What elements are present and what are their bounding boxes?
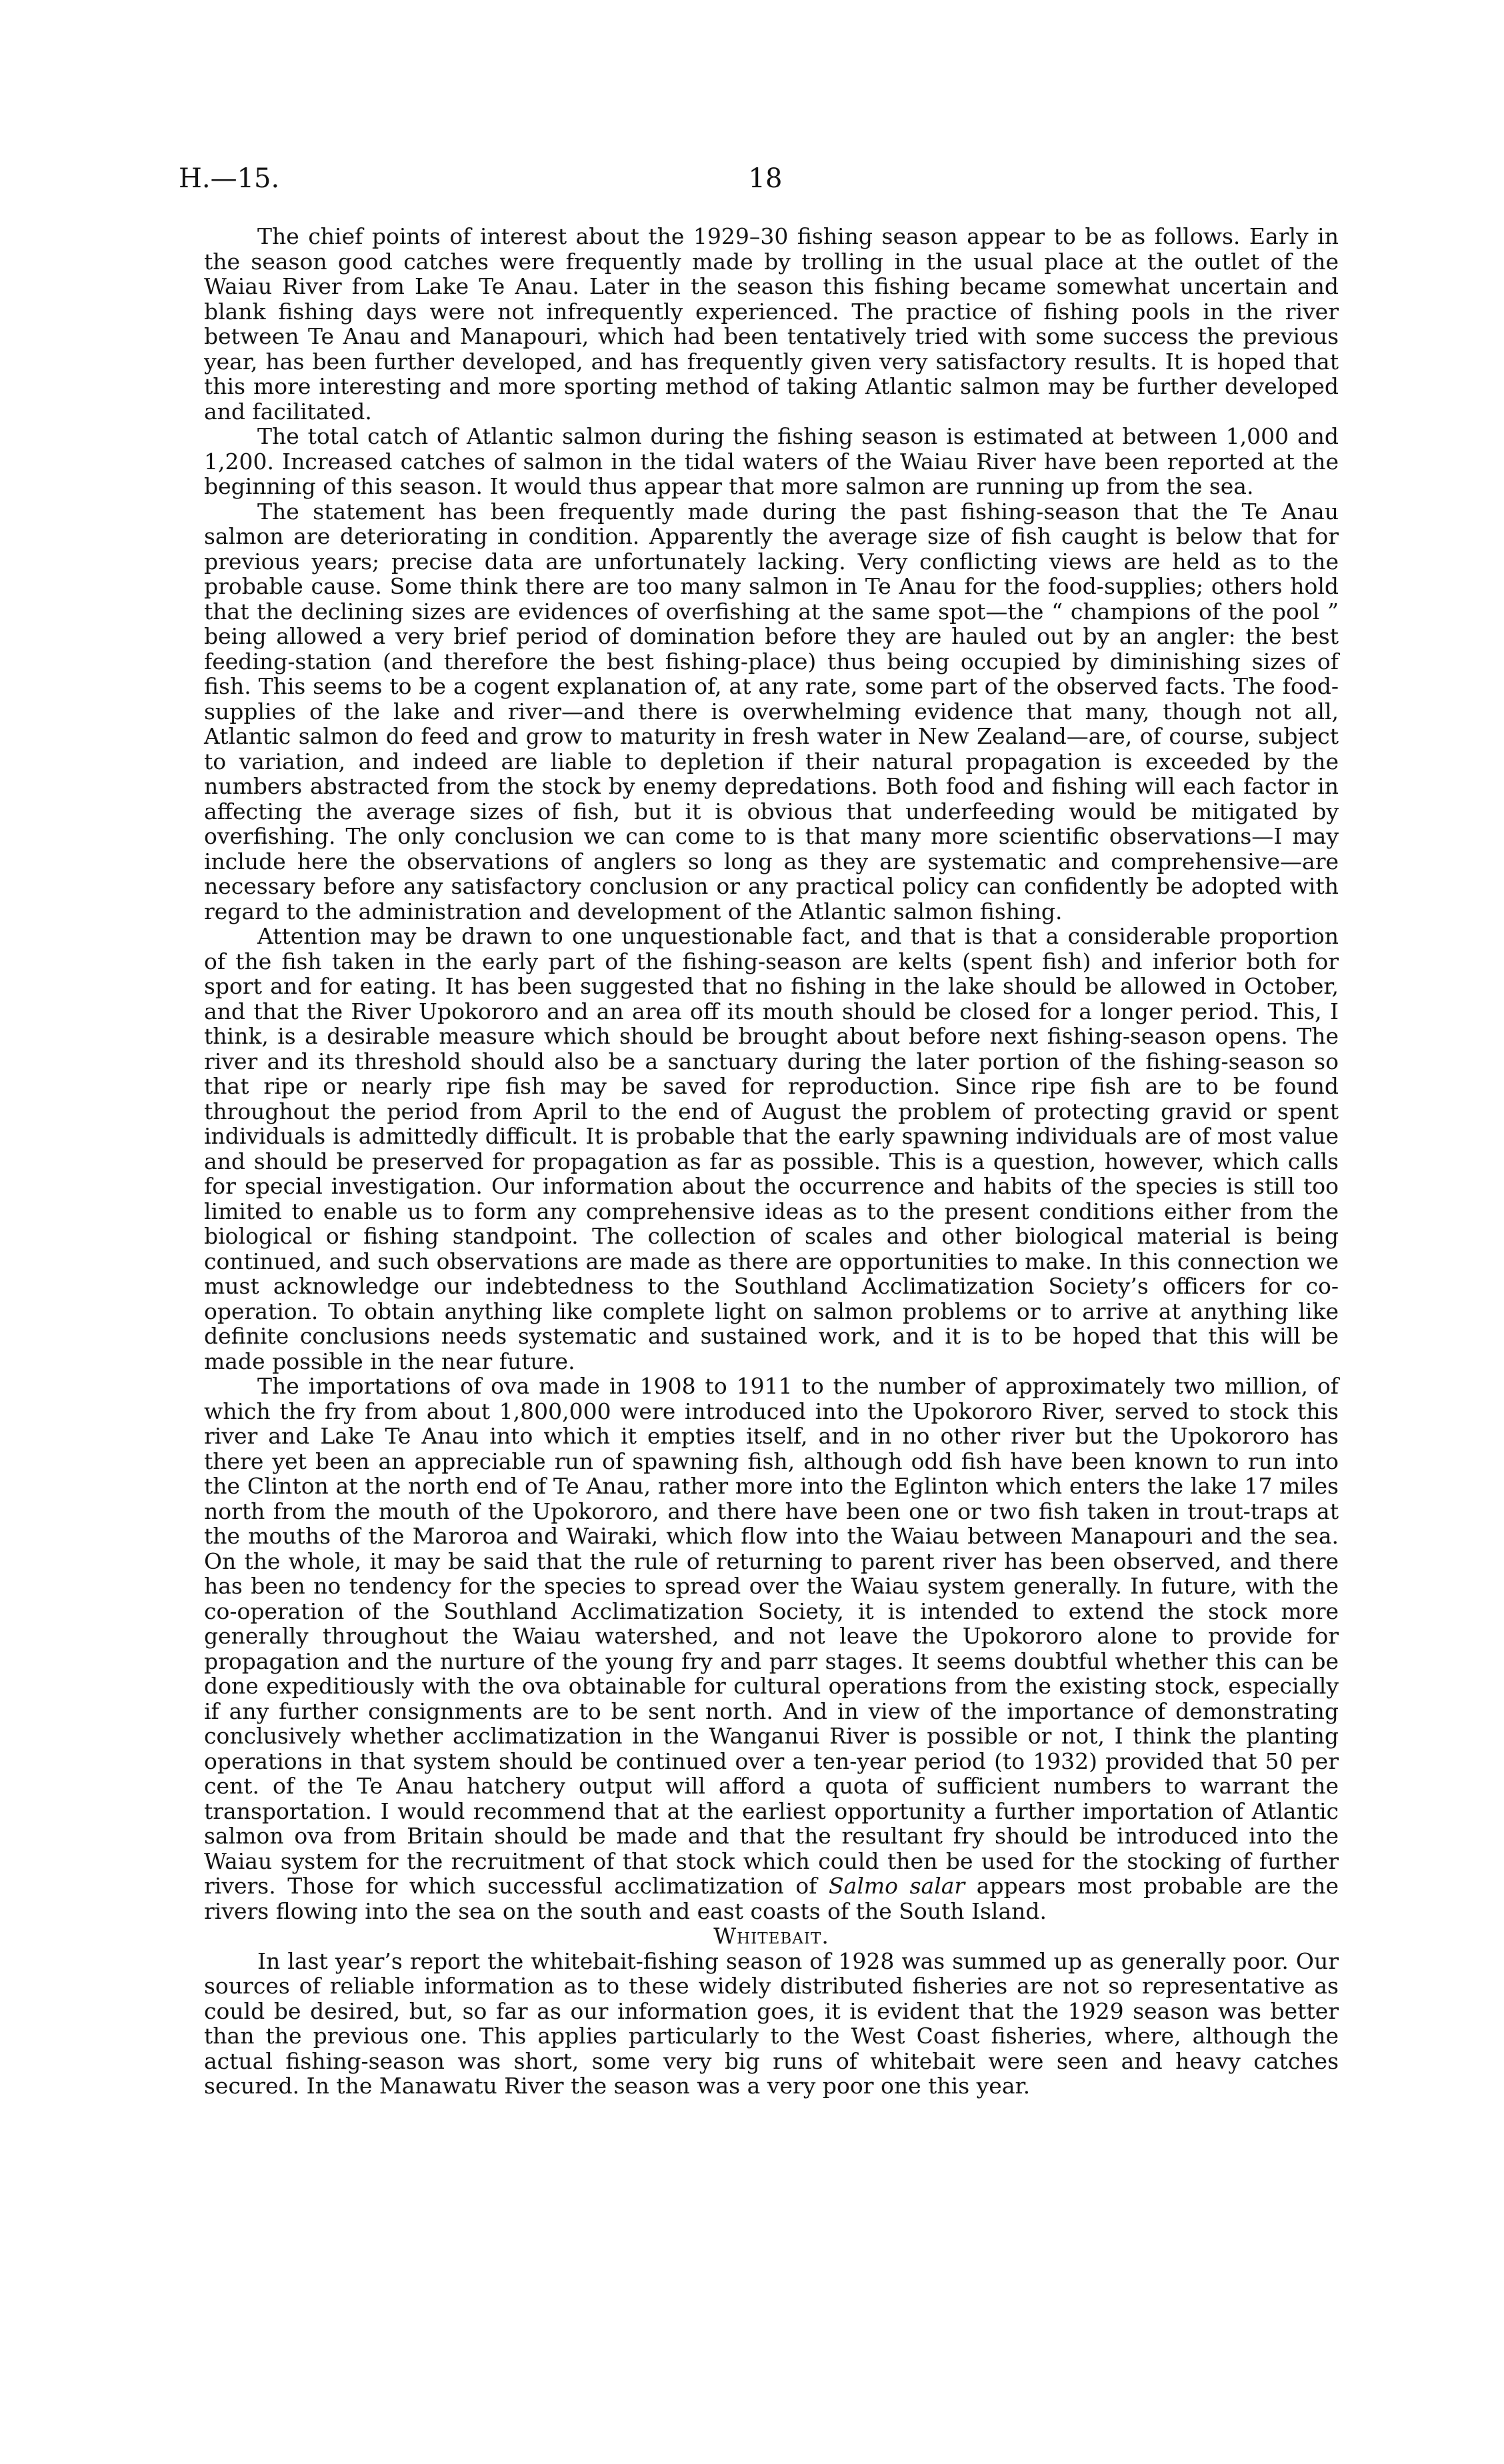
paragraph-fishing-season: The chief points of interest about the 1929–30 fishing season appear to be as follows. Early in the season good catches were frequently made by trolling in the usual place at the outlet of the Waiau River from Lake Te Anau. Later in the season this fishing became somewhat uncertain and blank fishing days were not infrequently experienced. The practice of fishing pools in the river between Te Anau and Manapouri, which had been tentatively tried with some success the previous year, has been further developed, and has frequently given very satisfactory results. It is hoped that this more interesting and more sporting method of taking Atlantic salmon may be further developed and facilitated.	[204, 223, 1339, 425]
species-name: Salmo salar	[829, 1873, 965, 1899]
page-header	[179, 159, 1352, 199]
importations-text: The importations of ova made in 1908 to 1911 to the number of approximately two million, of which the fry from about 1,800,000 were introduced into the Upokororo River, served to stock this river and Lake Te Anau into which it empties itself, and in no other river but the Upokororo has there yet been an appreciable run of spawning fish, although odd fish have been known to run into the Clinton at the north end of Te Anau, rather more into the Eglinton which enters the lake 17 miles north from the mouth of the Upokororo, and there have been one or two fish taken in trout-traps at the mouths of the Maroroa and Wairaki, which flow into the Waiau between Manapouri and the sea. On the whole, it may be said that the rule of returning to parent river has been observed, and there has been no tendency for the species to spread over the Waiau system generally. In future, with the co-operation of the Southland Acclimatization Society, it is intended to extend the stock more generally throughout the Waiau watershed, and not leave the Upokororo alone to provide for propagation and the nurture of the young fry and parr stages. It seems doubtful whether this can be done expeditiously with the ova obtainable for cultural operations from the existing stock, especially if any further consignments are to be sent north. And in view of the importance of demonstrating conclusively whether acclimatization in the Wanganui River is possible or not, I think the planting operations in that system should be continued over a ten-year period (to 1932) provided that 50 per cent. of the Te Anau hatchery output will afford a quota of sufficient numbers to warrant the transportation. I would recommend that at the earliest opportunity a further importation of Atlantic salmon ova from Britain should be made and that the resultant fry should be introduced into the Waiau system for the recruitment of that stock which could then be used for the stocking of further rivers. Those for which successful acclimatization of	[204, 1373, 1339, 1899]
paragraph-whitebait: In last year’s report the whitebait-fishing season of 1928 was summed up as generally poor. Our sources of reliable information as to these widely distributed fisheries are not so representative as could be desired, but, so far as our information goes, it is evident that the 1929 season was better than the previous one. This applies particularly to the West Coast fisheries, where, although the actual fishing-season was short, some very big runs of whitebait were seen and heavy catches secured. In the Manawatu River the season was a very poor one this year.	[204, 1947, 1339, 2099]
section-heading-whitebait: Whitebait.	[713, 1923, 829, 1949]
importations-text-end: appears most probable are the rivers flowing into the sea on the south and east coasts of the South Island.	[204, 1873, 1339, 1924]
paragraph-importations	[204, 1374, 1339, 1923]
report-code: H.—15.	[179, 163, 280, 194]
document-body	[204, 224, 1339, 2099]
paragraph-deterioration: The statement has been frequently made during the past fishing-season that the Te Anau salmon are deteriorating in condition. Apparently the average size of fish caught is below that for previous years; precise data are unfortunately lacking. Very conflicting views are held as to the probable cause. Some think there are too many salmon in Te Anau for the food-supplies; others hold that the declining sizes are evidences of overfishing at the same spot—the “ champions of the pool ” being allowed a very brief period of domination before they are hauled out by an angler: the best feeding-station (and therefore the best fishing-place) thus being occupied by diminishing sizes of fish. This seems to be a cogent explanation of, at any rate, some part of the observed facts. The food-supplies of the lake and river—and there is overwhelming evidence that many, though not all, Atlantic salmon do feed and grow to maturity in fresh water in New Zealand—are, of course, subject to variation, and indeed are liable to depletion if their natural propagation is exceeded by the numbers abstracted from the stock by enemy depredations. Both food and fishing will each factor in affecting the average sizes of fish, but it is obvious that underfeeding would be mitigated by overfishing. The only conclusion we can come to is that many more scientific observations—I may include here the observations of anglers so long as they are systematic and comprehensive—are necessary before any satisfactory conclusion or any practical policy can confidently be adopted with regard to the administration and development of the Atlantic salmon fishing.	[204, 498, 1339, 924]
paragraph-kelts: Attention may be drawn to one unquestionable fact, and that is that a considerable proportion of the fish taken in the early part of the fishing-season are kelts (spent fish) and inferior both for sport and for eating. It has been suggested that no fishing in the lake should be allowed in October, and that the River Upokororo and an area off its mouth should be closed for a longer period. This, I think, is a desirable measure which should be brought about before next fishing-season opens. The river and its threshold should also be a sanctuary during the later portion of the fishing-season so that ripe or nearly ripe fish may be saved for reproduction. Since ripe fish are to be found throughout the period from April to the end of August the problem of protecting gravid or spent individuals is admittedly difficult. It is probable that the early spawning individuals are of most value and should be preserved for propagation as far as possible. This is a question, however, which calls for special investigation. Our information about the occurrence and habits of the species is still too limited to enable us to form any comprehensive ideas as to the present conditions either from the biological or fishing standpoint. The collection of scales and other biological material is being continued, and such observations are made as there are opportunities to make. In this connection we must acknowledge our indebtedness to the Southland Acclimatization Society’s officers for co-operation. To obtain anything like complete light on salmon problems or to arrive at anything like definite conclusions needs systematic and sustained work, and it is to be hoped that this will be made possible in the near future.	[204, 923, 1339, 1374]
paragraph-total-catch: The total catch of Atlantic salmon during the fishing season is estimated at between 1,000 and 1,200. Increased catches of salmon in the tidal waters of the Waiau River have been reported at the beginning of this season. It would thus appear that more salmon are running up from the sea.	[204, 423, 1339, 499]
page-number: 18	[748, 163, 783, 194]
